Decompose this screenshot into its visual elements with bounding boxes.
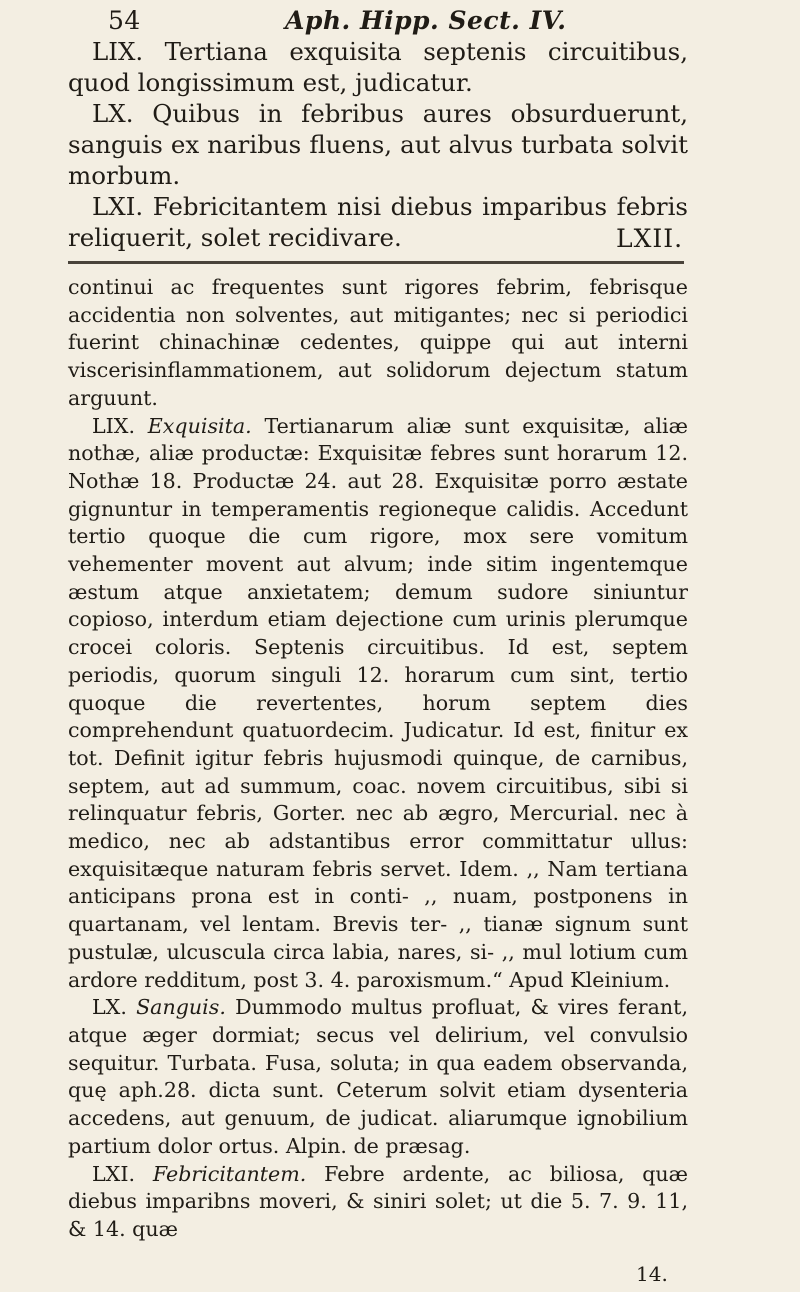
commentary-lemma: Febricitantem.: [152, 1161, 307, 1186]
section-divider: [68, 261, 684, 264]
commentary-text: Febre ardente, ac biliosa, quæ diebus imparibns moveri, & siniri solet; ut die 5. 7. 9. 11, & 14. quæ: [68, 1161, 688, 1241]
running-head: [108, 4, 668, 38]
aphorism-catchword: LXII.: [616, 224, 684, 253]
commentary-paragraph: [68, 994, 688, 1160]
commentary-text: continui ac frequentes sunt rigores febrim, febrisque accidentia non solventes, aut mitigantes; nec si periodici fuerint chinachinæ cedentes, quippe qui aut interni viscerisinflammationem, aut solidorum dejectum statum arguunt.: [68, 275, 688, 410]
aphorism-text: Tertiana exquisita septenis circuitibus, quod longissimum est, judicatur.: [68, 37, 688, 97]
aphorism-number: LXI.: [92, 192, 144, 221]
aphorism-paragraph: [68, 36, 688, 98]
aphorism-paragraph: [68, 98, 688, 191]
commentary-number: LX.: [92, 995, 127, 1020]
commentary-block: [68, 274, 688, 1244]
page-end-catchword: 14.: [636, 1262, 668, 1286]
commentary-lemma: Sanguis.: [136, 995, 226, 1020]
aphorism-text: Febricitantem nisi diebus imparibus febris reliquerit, solet recidivare.: [68, 192, 689, 252]
commentary-paragraph: [68, 274, 688, 413]
aphorism-number: LX.: [92, 99, 134, 128]
aphorism-text: Quibus in febribus aures obsurduerunt, sanguis ex naribus fluens, aut alvus turbata solvit morbum.: [68, 99, 688, 190]
commentary-paragraph: [68, 413, 688, 995]
commentary-number: LXI.: [92, 1161, 136, 1186]
commentary-lemma: Exquisita.: [147, 413, 252, 438]
commentary-text: Tertianarum aliæ sunt exquisitæ, aliæ nothæ, aliæ productæ: Exquisitæ febres sunt horarum 12. Nothæ 18. Productæ 24. aut 28. Exquisitæ porro æstate gignuntur in temperamentis regioneque calidis. Accedunt tertio quoque die cum rigore, mox sere vomitum vehementer movent aut alvum; inde sitim ingentemque æstum atque anxietatem; demum sudore siniuntur copioso, interdum etiam dejectione cum urinis plerumque crocei coloris. Septenis circuitibus. Id est, septem periodis, quorum singuli 12. horarum cum sint, tertio quoque die revertentes, horum septem dies comprehendunt quatuordecim. Judicatur. Id est, finitur ex tot. Definit igitur febris hujusmodi quinque, de carnibus, septem, aut ad summum, coac. novem circuitibus, sibi si relinquatur febris, Gorter. nec ab ægro, Mercurial. nec à medico, nec ab adstantibus error committatur ullus: exquisitæque naturam febris servet. Idem. ,, Nam tertiana anticipans prona est in conti- ,, nuam, postponens in quartanam, vel lentam. Brevis ter- ,, tianæ signum sunt pustulæ, ulcuscula circa labia, nares, si- ,, mul lotium cum ardore redditum, post 3. 4. paroxismum.“ Apud Kleinium.: [68, 413, 688, 992]
aphorisms-block: [68, 36, 688, 253]
running-title: Aph. Hipp. Sect. IV.: [285, 6, 567, 35]
commentary-number: LIX.: [92, 413, 136, 438]
commentary-text: Dummodo multus profluat, & vires ferant, atque æger dormiat; secus vel delirium, vel convulsio sequitur. Turbata. Fusa, soluta; in qua eadem observanda, quę aph.28. dicta sunt. Ceterum solvit etiam dysenteria accedens, aut genuum, de judicat. aliarumque ignobilium partium dolor ortus. Alpin. de præsag.: [68, 995, 688, 1158]
page-number: 54: [108, 6, 141, 35]
aphorism-paragraph: [68, 191, 688, 253]
aphorism-number: LIX.: [92, 37, 144, 66]
commentary-paragraph: [68, 1161, 688, 1244]
